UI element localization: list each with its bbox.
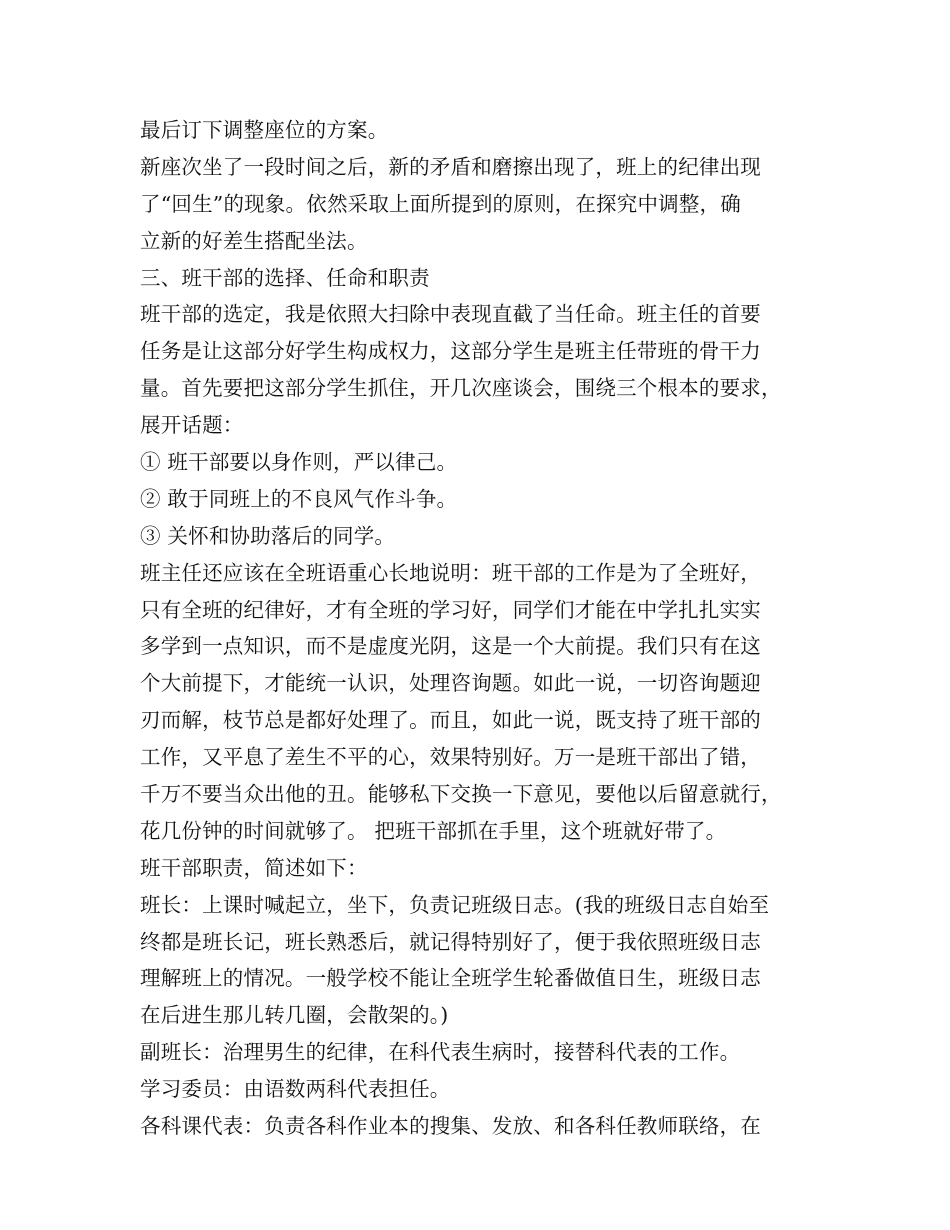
text-line: 班干部的选定，我是依照大扫除中表现直截了当任命。班主任的首要 [140, 302, 761, 327]
text-line: 各科课代表：负责各科作业本的搜集、发放、和各科任教师联络，在 [140, 1114, 761, 1139]
text-line: 副班长：治理男生的纪律，在科代表生病时，接替科代表的工作。 [140, 1040, 741, 1065]
text-line: 个大前提下，才能统一认识，处理咨询题。如此一说，一切咨询题迎 [140, 671, 761, 696]
list-item: ② 敢于同班上的不良风气作斗争。 [140, 486, 458, 511]
text-line: 任务是让这部分好学生构成权力，这部分学生是班主任带班的骨干力 [140, 339, 761, 364]
text-line: 展开话题： [140, 413, 244, 438]
text-line: 终都是班长记，班长熟悉后，就记得特别好了，便于我依照班级日志 [140, 929, 761, 954]
text-line: 学习委员：由语数两科代表担任。 [140, 1077, 451, 1102]
document-body [140, 112, 830, 1145]
text-line: 班长：上课时喊起立，坐下，负责记班级日志。(我的班级日志自始至 [140, 892, 770, 917]
text-line: 新座次坐了一段时间之后，新的矛盾和磨擦出现了，班上的纪律出现 [140, 154, 761, 179]
text-line: 多学到一点知识，而不是虚度光阴，这是一个大前提。我们只有在这 [140, 634, 761, 659]
text-line: 花几份钟的时间就够了。 把班干部抓在手里，这个班就好带了。 [140, 818, 727, 843]
list-item: ① 班干部要以身作则，严以律己。 [140, 450, 458, 475]
text-line: 立新的好差生搭配坐法。 [140, 228, 368, 253]
text-line: 班主任还应该在全班语重心长地说明：班干部的工作是为了全班好， [140, 560, 761, 585]
text-line: 最后订下调整座位的方案。 [140, 118, 389, 142]
text-line: 理解班上的情况。一般学校不能让全班学生轮番做值日生，班级日志 [140, 966, 761, 991]
text-line: 刃而解，枝节总是都好处理了。而且，如此一说，既支持了班干部的 [140, 708, 761, 733]
text-line: 在后进生那儿转几圈，会散架的。) [140, 1003, 449, 1028]
text-line: 量。首先要把这部分学生抓住，开几次座谈会，围绕三个根本的要求， [140, 376, 782, 401]
text-line: 工作，又平息了差生不平的心，效果特别好。万一是班干部出了错， [140, 745, 761, 770]
text-line: 千万不要当众出他的丑。能够私下交换一下意见，要他以后留意就行， [140, 782, 782, 807]
text-line: 只有全班的纪律好，才有全班的学习好，同学们才能在中学扎扎实实 [140, 597, 761, 622]
text-line: 班干部职责，简述如下： [140, 855, 368, 880]
section-heading: 三、班干部的选择、任命和职责 [140, 265, 430, 290]
text-line: 了“回生”的现象。依然采取上面所提到的原则，在探究中调整，确 [140, 191, 741, 216]
list-item: ③ 关怀和协助落后的同学。 [140, 523, 396, 548]
